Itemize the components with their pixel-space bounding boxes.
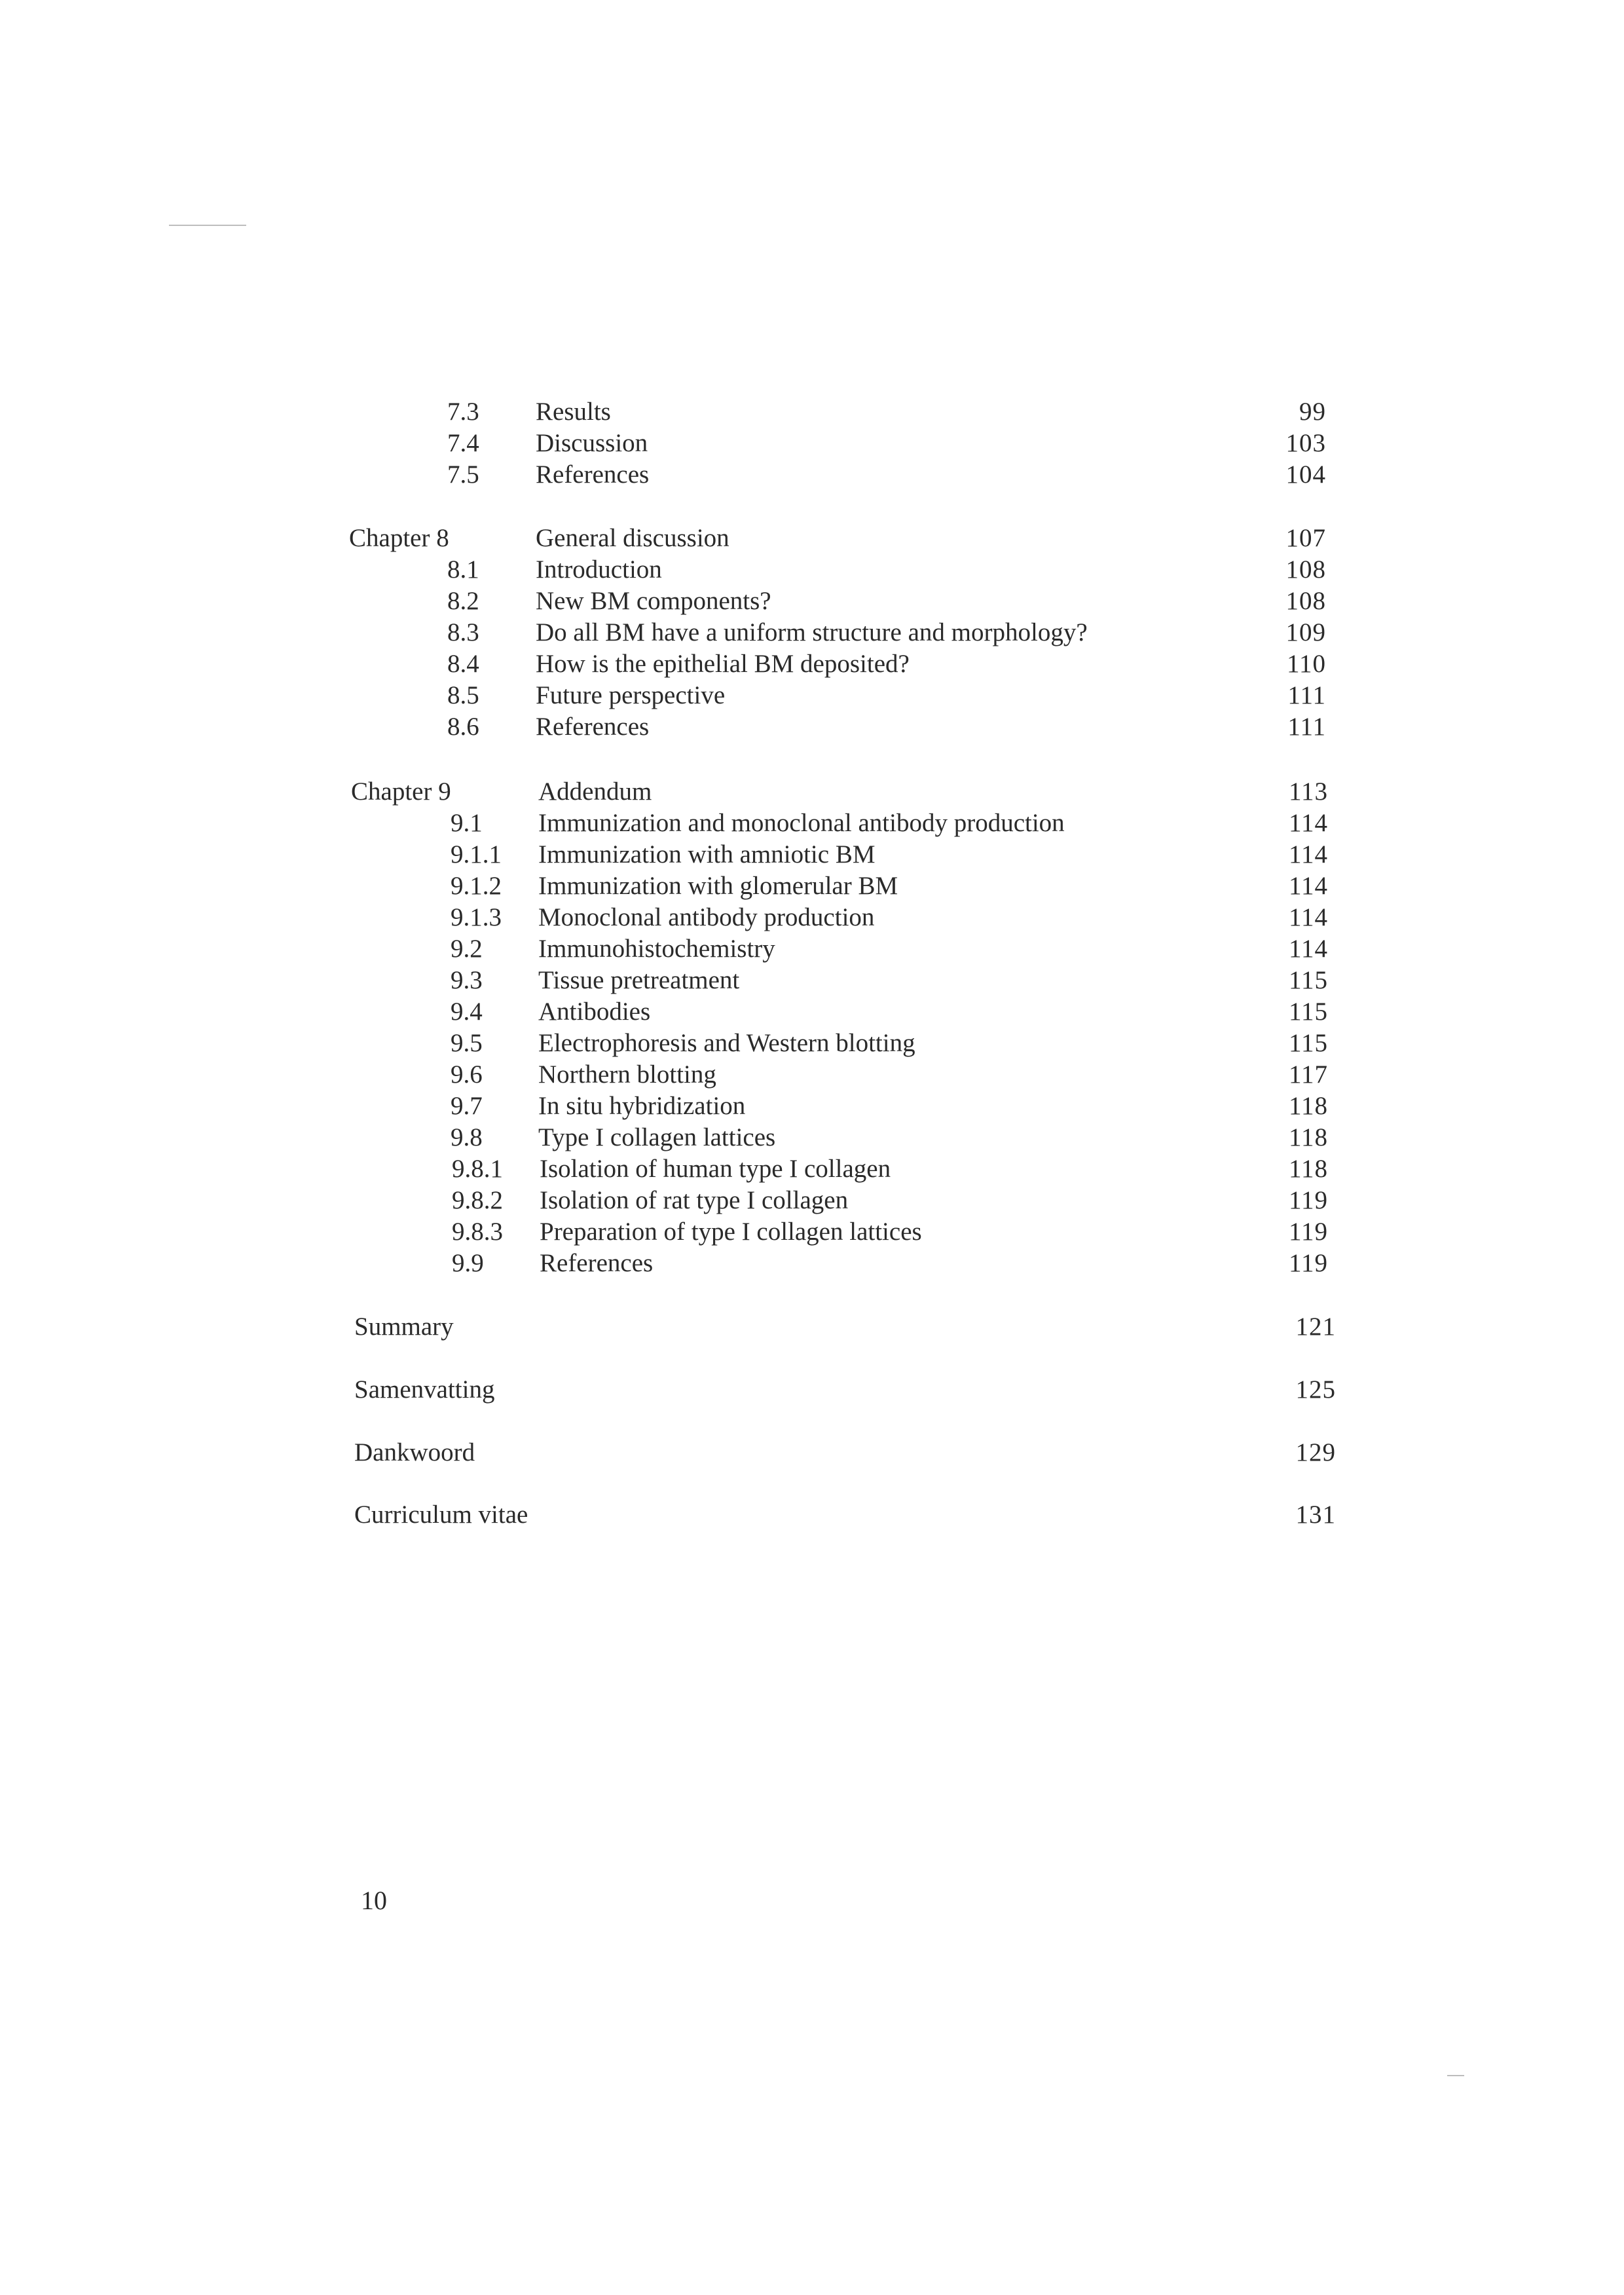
- toc-entry: [0, 839, 1624, 870]
- toc-entry-page: 118: [1288, 1123, 1328, 1151]
- toc-entry-page: 110: [1286, 650, 1326, 678]
- toc-entry-title: Immunization and monoclonal antibody production: [538, 809, 1065, 837]
- toc-entry-title: How is the epithelial BM deposited?: [536, 650, 910, 678]
- toc-entry-title: Immunization with glomerular BM: [538, 872, 898, 900]
- toc-entry: [0, 1248, 1624, 1279]
- toc-entry-page: 118: [1288, 1092, 1328, 1120]
- toc-entry: [0, 902, 1624, 933]
- toc-entry-page: 119: [1288, 1218, 1328, 1246]
- toc-entry-number: 9.6: [451, 1060, 483, 1089]
- toc-entry-title: Isolation of rat type I collagen: [540, 1186, 849, 1214]
- toc-entry: [0, 617, 1624, 648]
- toc-entry-title: Summary: [354, 1313, 454, 1341]
- toc-entry-page: 129: [1295, 1438, 1336, 1466]
- toc-entry-number: 7.5: [447, 460, 479, 489]
- toc-entry: [0, 1499, 1624, 1531]
- toc-entry-page: 117: [1288, 1060, 1328, 1089]
- toc-entry-number: 9.3: [451, 966, 483, 994]
- toc-entry-page: 109: [1285, 618, 1326, 646]
- toc-entry-title: Discussion: [536, 429, 648, 457]
- toc-entry-title: Tissue pretreatment: [538, 966, 740, 994]
- toc-entry: [0, 680, 1624, 711]
- toc-entry: [0, 459, 1624, 491]
- toc-entry-title: Results: [536, 398, 611, 426]
- toc-entry-page: 108: [1285, 555, 1326, 584]
- toc-entry-page: 131: [1295, 1501, 1336, 1529]
- toc-entry-page: 99: [1299, 398, 1326, 426]
- toc-entry-number: 9.7: [451, 1092, 483, 1120]
- toc-entry: [0, 996, 1624, 1028]
- scan-artifact: [1447, 2075, 1464, 2076]
- toc-entry-page: 103: [1285, 429, 1326, 457]
- toc-entry-number: 9.8.2: [452, 1186, 503, 1214]
- toc-entry-page: 104: [1285, 460, 1326, 489]
- toc-entry: [0, 1122, 1624, 1153]
- toc-entry: [0, 711, 1624, 743]
- toc-entry-title: In situ hybridization: [538, 1092, 746, 1120]
- toc-entry: [0, 1028, 1624, 1059]
- toc-entry-page: 115: [1288, 966, 1328, 994]
- toc-entry-title: Northern blotting: [538, 1060, 716, 1089]
- toc-entry-number: 8.2: [447, 587, 479, 615]
- toc-entry-page: 121: [1295, 1313, 1336, 1341]
- toc-entry-title: Preparation of type I collagen lattices: [540, 1218, 922, 1246]
- toc-entry-page: 113: [1288, 777, 1328, 806]
- toc-entry-page: 125: [1295, 1375, 1336, 1404]
- toc-entry-page: 118: [1288, 1155, 1328, 1183]
- toc-entry: [0, 933, 1624, 965]
- toc-entry-page: 114: [1288, 809, 1328, 837]
- toc-entry: [0, 396, 1624, 428]
- toc-entry-page: 114: [1288, 840, 1328, 868]
- toc-entry-title: Dankwoord: [354, 1438, 475, 1466]
- toc-entry-title: References: [536, 713, 650, 741]
- toc-entry-title: General discussion: [536, 524, 729, 552]
- toc-entry-title: New BM components?: [536, 587, 771, 615]
- toc-entry-title: Antibodies: [538, 998, 651, 1026]
- toc-entry-page: 114: [1288, 872, 1328, 900]
- toc-entry-page: 111: [1287, 681, 1326, 709]
- toc-entry: [0, 1216, 1624, 1248]
- toc-entry-title: References: [536, 460, 650, 489]
- toc-entry-page: 115: [1288, 998, 1328, 1026]
- toc-entry: [0, 1437, 1624, 1468]
- toc-entry-number: 9.1.3: [451, 903, 502, 931]
- toc-entry: [0, 648, 1624, 680]
- toc-entry-title: Immunohistochemistry: [538, 935, 775, 963]
- chapter-label: Chapter 8: [349, 524, 449, 552]
- toc-entry-title: Introduction: [536, 555, 662, 584]
- toc-entry-number: 7.4: [447, 429, 479, 457]
- toc-entry-title: Future perspective: [536, 681, 726, 709]
- toc-entry-page: 111: [1287, 713, 1326, 741]
- toc-entry: [0, 870, 1624, 902]
- toc-entry-page: 107: [1285, 524, 1326, 552]
- toc-entry-number: 9.8: [451, 1123, 483, 1151]
- toc-entry-number: 9.8.3: [452, 1218, 503, 1246]
- toc-entry-title: Type I collagen lattices: [538, 1123, 776, 1151]
- toc-entry: [0, 1374, 1624, 1406]
- scan-artifact: [169, 225, 246, 226]
- toc-entry-page: 119: [1288, 1249, 1328, 1277]
- toc-entry: [0, 554, 1624, 586]
- toc-entry: [0, 776, 1624, 808]
- toc-entry-number: 9.8.1: [452, 1155, 503, 1183]
- toc-entry-page: 108: [1285, 587, 1326, 615]
- toc-entry-title: Addendum: [538, 777, 652, 806]
- toc-entry-number: 8.3: [447, 618, 479, 646]
- toc-entry-page: 115: [1288, 1029, 1328, 1057]
- toc-entry-title: Samenvatting: [354, 1375, 495, 1404]
- toc-entry-title: References: [540, 1249, 654, 1277]
- toc-entry-number: 9.5: [451, 1029, 483, 1057]
- page-number: 10: [361, 1886, 387, 1915]
- toc-entry-number: 9.9: [452, 1249, 484, 1277]
- toc-entry: [0, 808, 1624, 839]
- toc-entry-title: Monoclonal antibody production: [538, 903, 875, 931]
- toc-entry: [0, 523, 1624, 554]
- toc-entry-number: 9.1: [451, 809, 483, 837]
- toc-entry-title: Electrophoresis and Western blotting: [538, 1029, 915, 1057]
- chapter-label: Chapter 9: [351, 777, 451, 806]
- toc-entry: [0, 1091, 1624, 1122]
- toc-entry: [0, 1059, 1624, 1091]
- toc-entry-title: Curriculum vitae: [354, 1501, 528, 1529]
- toc-entry: [0, 965, 1624, 996]
- toc-entry-title: Immunization with amniotic BM: [538, 840, 876, 868]
- toc-entry: [0, 1311, 1624, 1343]
- toc-entry-page: 114: [1288, 903, 1328, 931]
- toc-entry-title: Do all BM have a uniform structure and morphology?: [536, 618, 1088, 646]
- toc-entry: [0, 1185, 1624, 1216]
- toc-entry-page: 114: [1288, 935, 1328, 963]
- toc-entry-number: 8.6: [447, 713, 479, 741]
- toc-entry-number: 9.1.1: [451, 840, 502, 868]
- toc-entry: [0, 1153, 1624, 1185]
- toc-entry: [0, 586, 1624, 617]
- toc-entry-number: 7.3: [447, 398, 479, 426]
- toc-entry-number: 9.4: [451, 998, 483, 1026]
- toc-entry: [0, 428, 1624, 459]
- toc-entry-number: 8.4: [447, 650, 479, 678]
- toc-entry-page: 119: [1288, 1186, 1328, 1214]
- toc-entry-number: 8.1: [447, 555, 479, 584]
- toc-entry-number: 9.1.2: [451, 872, 502, 900]
- toc-entry-number: 9.2: [451, 935, 483, 963]
- toc-entry-title: Isolation of human type I collagen: [540, 1155, 891, 1183]
- toc-entry-number: 8.5: [447, 681, 479, 709]
